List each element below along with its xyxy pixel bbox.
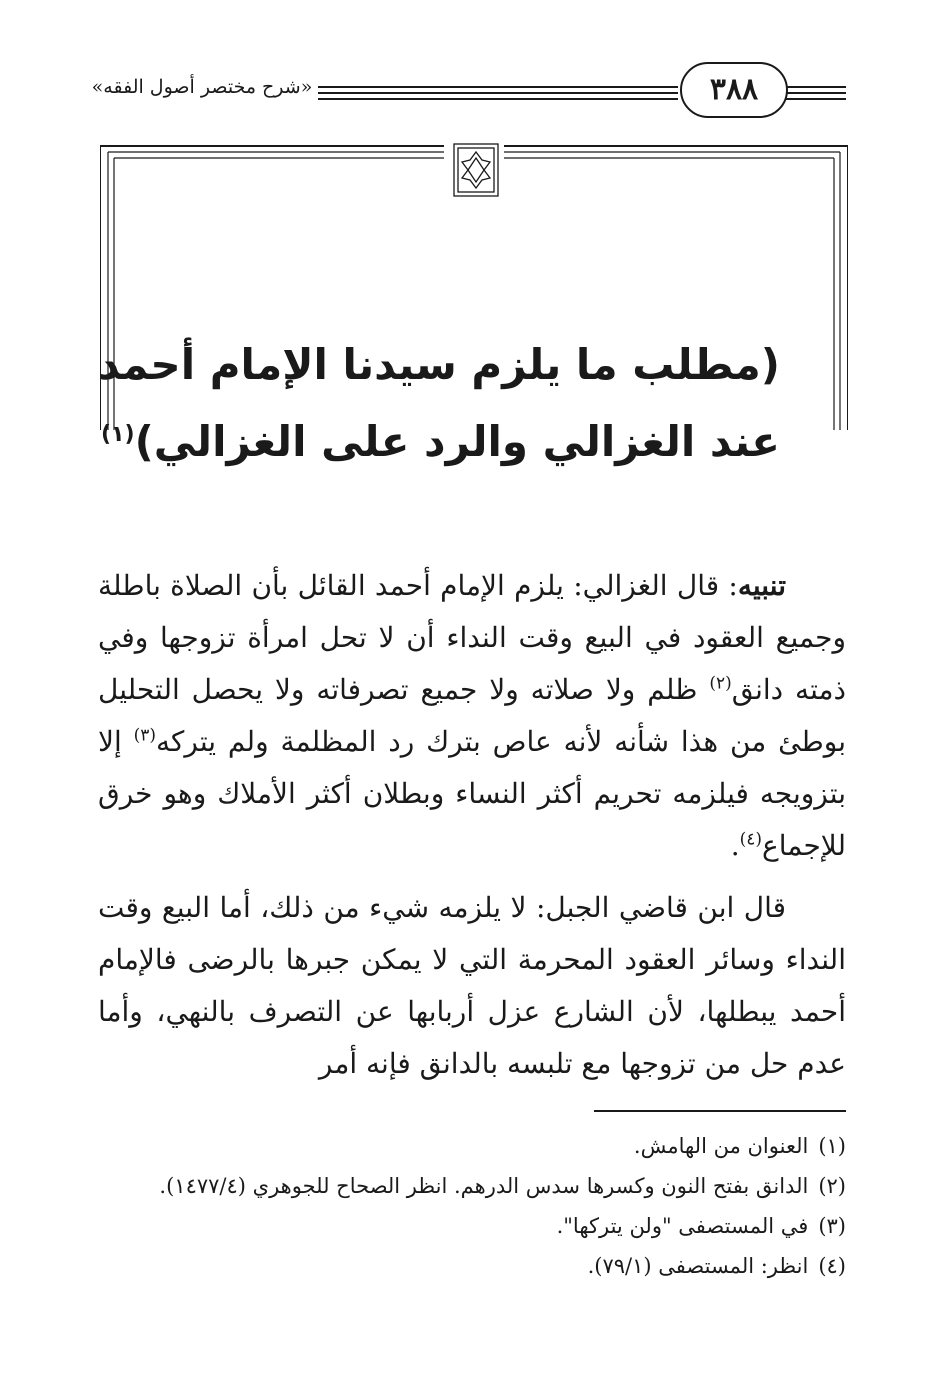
footnote-separator	[594, 1110, 846, 1112]
note-label: تنبيه	[737, 569, 786, 602]
header-rule	[318, 98, 678, 100]
footnote-number: (١)	[818, 1134, 846, 1158]
paragraph: قال ابن قاضي الجبل: لا يلزمه شيء من ذلك، أما البيع وقت النداء وسائر العقود المحرمة التي لا يمكن جبرها بالرضى فالإمام أحمد يبطلها، لأن الشارع عزل أربابها عن التصرف بالنهي، وأما عدم حل من تزوجها مع تلبسه بالدانق فإنه أمر	[98, 891, 846, 1080]
footnote	[98, 1168, 846, 1204]
footnote-mark: (٢)	[709, 673, 732, 694]
ornament-icon	[448, 140, 504, 200]
paragraph-text: .	[730, 829, 740, 862]
paragraph-text: : قال الغزالي: يلزم الإمام أحمد القائل بأن الصلاة باطلة وجميع العقود في البيع وقت النداء أن لا تحل امرأة تزوجها وفي ذمته دانق	[98, 569, 846, 706]
footnote-mark: (١)	[101, 422, 135, 447]
header-rule	[784, 92, 846, 94]
header-rule	[784, 86, 846, 88]
header-rule	[318, 86, 678, 88]
footnote-number: (٤)	[818, 1254, 846, 1278]
footnotes	[98, 1128, 846, 1288]
header-rule	[784, 98, 846, 100]
body-text	[98, 560, 846, 1090]
footnote-text: العنوان من الهامش.	[633, 1134, 809, 1158]
paragraph	[98, 560, 846, 872]
footnote	[98, 1248, 846, 1284]
page-number: ٣٨٨	[680, 62, 788, 118]
footnote-number: (٢)	[818, 1174, 846, 1198]
section-title-line	[101, 400, 780, 477]
footnote-text: الدانق بفتح النون وكسرها سدس الدرهم. انظر الصحاح للجوهري (١٤٧٧/٤).	[159, 1174, 809, 1198]
footnote-text: في المستصفى "ولن يتركها".	[556, 1214, 809, 1238]
footnote-text: انظر: المستصفى (٧٩/١).	[587, 1254, 809, 1278]
running-title: «شرح مختصر أصول الفقه»	[91, 76, 313, 98]
footnote-mark: (٤)	[739, 829, 763, 850]
paragraph-text: إلا بتزويجه فيلزمه تحريم أكثر النساء وبطلان أكثر الأملاك وهو خرق للإجماع	[98, 725, 846, 862]
section-title-line: (مطلب ما يلزم سيدنا الإمام أحمد	[98, 340, 780, 389]
section-title	[98, 330, 780, 477]
footnote-number: (٣)	[818, 1214, 846, 1238]
footnote	[98, 1128, 846, 1164]
section-title-text: عند الغزالي والرد على الغزالي)	[134, 417, 780, 466]
footnote	[98, 1208, 846, 1244]
header-rule	[318, 92, 678, 94]
footnote-mark: (٣)	[133, 725, 157, 746]
paragraph-text: ظلم ولا صلاته ولا جميع تصرفاته ولا يحصل التحليل بوطئ من هذا شأنه لأنه عاص بترك رد المظلمة ولم يتركه	[98, 673, 847, 758]
